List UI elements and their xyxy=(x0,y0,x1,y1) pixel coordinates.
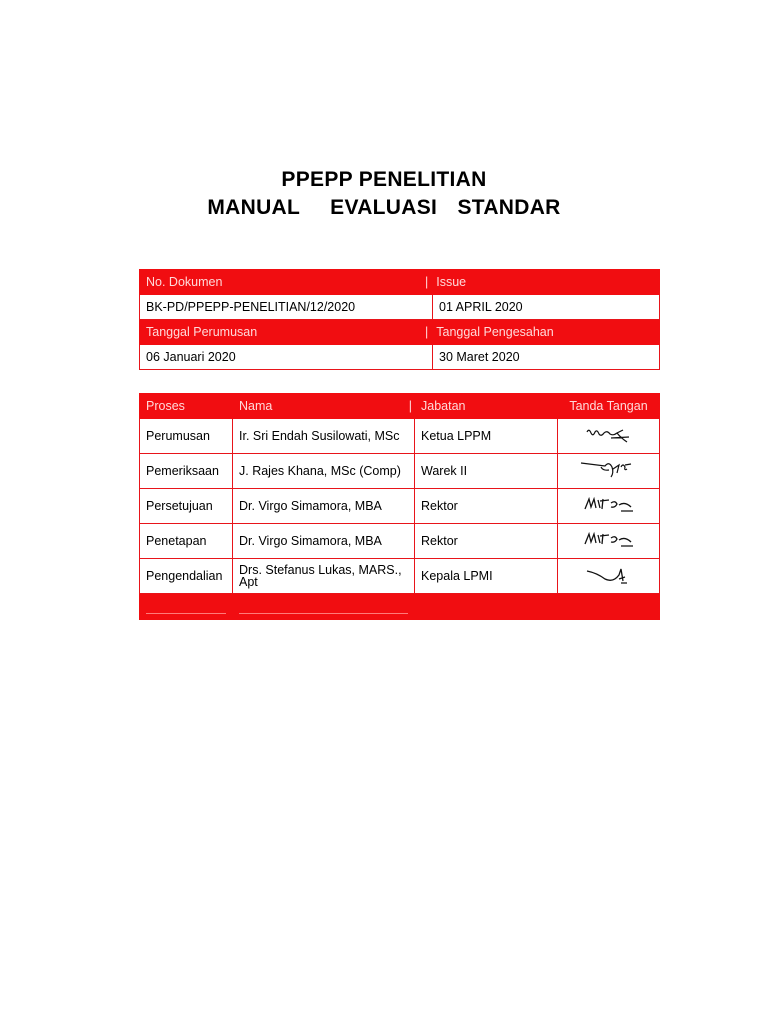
footer-cell xyxy=(415,594,558,620)
tanggal-perumusan-label: Tanggal Perumusan xyxy=(140,320,433,345)
table-row xyxy=(140,454,660,489)
nama-cell: Dr. Virgo Simamora, MBA xyxy=(233,489,415,524)
proses-cell: Penetapan xyxy=(140,524,233,559)
jabatan-cell: Rektor xyxy=(415,524,558,559)
document-title-line-2: MANUAL EVALUASI STANDAR xyxy=(207,196,561,219)
nama-cell: Ir. Sri Endah Susilowati, MSc xyxy=(233,419,415,454)
jabatan-cell: Kepala LPMI xyxy=(415,559,558,594)
footer-cell xyxy=(140,594,233,620)
footer-line xyxy=(239,599,408,614)
header-separator: | xyxy=(425,325,429,339)
nama-cell: Dr. Virgo Simamora, MBA xyxy=(233,524,415,559)
header-separator: | xyxy=(425,275,429,289)
table-row xyxy=(140,419,660,454)
document-info-table xyxy=(139,269,660,370)
table-row xyxy=(140,489,660,524)
doc-date-value-row xyxy=(140,345,660,370)
tanda-tangan-cell xyxy=(558,419,660,454)
approval-header-row xyxy=(140,394,660,419)
signature-icon xyxy=(581,495,637,517)
signature-icon xyxy=(581,530,637,552)
nama-cell: Drs. Stefanus Lukas, MARS., Apt xyxy=(233,559,415,594)
no-dokumen-label: No. Dokumen xyxy=(140,270,433,295)
column-header-proses: Proses xyxy=(140,394,233,419)
signature-icon xyxy=(583,424,635,448)
approval-table xyxy=(139,393,660,620)
tanggal-pengesahan-value: 30 Maret 2020 xyxy=(433,345,660,370)
signature-icon xyxy=(579,457,639,485)
jabatan-cell: Rektor xyxy=(415,489,558,524)
column-header-nama: Nama | xyxy=(233,394,415,419)
no-dokumen-value: BK-PD/PPEPP-PENELITIAN/12/2020 xyxy=(140,295,433,320)
doc-info-value-row xyxy=(140,295,660,320)
proses-cell: Perumusan xyxy=(140,419,233,454)
document-title-line-1: PPEPP PENELITIAN xyxy=(281,168,487,191)
tanda-tangan-cell xyxy=(558,559,660,594)
tanda-tangan-cell xyxy=(558,454,660,489)
table-row xyxy=(140,524,660,559)
tanda-tangan-cell xyxy=(558,489,660,524)
table-row xyxy=(140,559,660,594)
signature-icon xyxy=(583,565,635,587)
tanggal-pengesahan-label: | Tanggal Pengesahan xyxy=(433,320,660,345)
column-header-tanda-tangan: Tanda Tangan xyxy=(558,394,660,419)
approval-footer-row xyxy=(140,594,660,620)
footer-line xyxy=(146,599,226,614)
jabatan-cell: Warek II xyxy=(415,454,558,489)
column-header-jabatan: Jabatan xyxy=(415,394,558,419)
tanda-tangan-cell xyxy=(558,524,660,559)
tanggal-perumusan-value: 06 Januari 2020 xyxy=(140,345,433,370)
doc-info-header-row xyxy=(140,270,660,295)
issue-label: | Issue xyxy=(433,270,660,295)
doc-date-header-row xyxy=(140,320,660,345)
footer-cell xyxy=(558,594,660,620)
issue-value: 01 APRIL 2020 xyxy=(433,295,660,320)
footer-cell xyxy=(233,594,415,620)
jabatan-cell: Ketua LPPM xyxy=(415,419,558,454)
nama-cell: J. Rajes Khana, MSc (Comp) xyxy=(233,454,415,489)
proses-cell: Pemeriksaan xyxy=(140,454,233,489)
proses-cell: Pengendalian xyxy=(140,559,233,594)
header-separator: | xyxy=(408,399,412,413)
proses-cell: Persetujuan xyxy=(140,489,233,524)
